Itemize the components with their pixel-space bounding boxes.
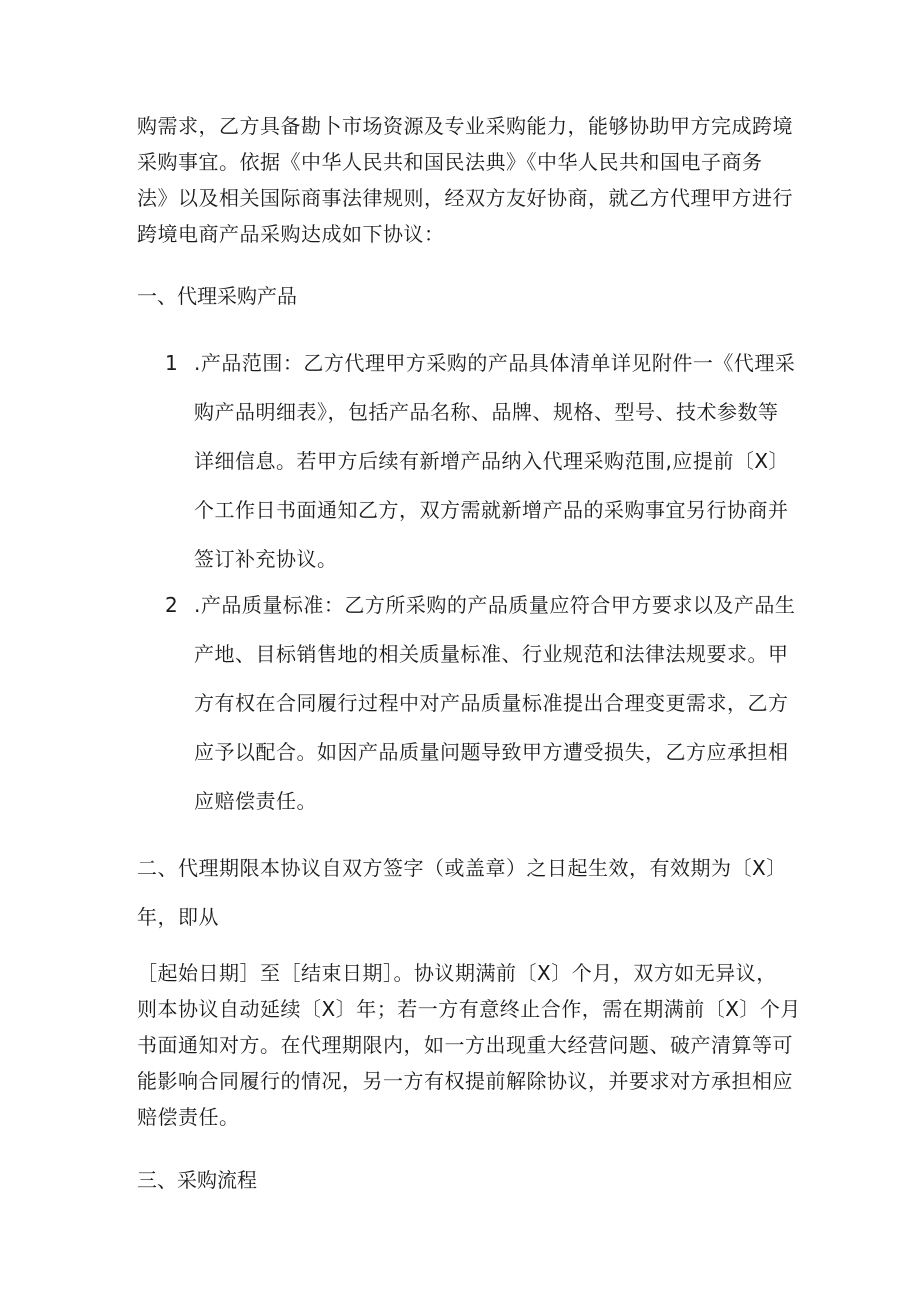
section-2-paragraph bbox=[137, 853, 787, 951]
text-line: 购产品明细表》，包括产品名称、品牌、规格、型号、技术参数等 bbox=[194, 400, 779, 424]
text-line: 应赔偿责任。 bbox=[194, 789, 317, 813]
list-item-body bbox=[194, 590, 794, 835]
text-line: 赔偿责任。 bbox=[137, 1105, 240, 1129]
text-line: 跨境电商产品采购达成如下协议： bbox=[137, 222, 445, 246]
text-line: 采购事宜。依据《中华人民共和国民法典》《中华人民共和国电子商务 bbox=[137, 150, 763, 174]
text-line: 法》以及相关国际商事法律规则，经双方友好协商，就乙方代理甲方进行 bbox=[137, 186, 793, 210]
text-line: 应予以配合。如因产品质量问题导致甲方遭受损失，乙方应承担相 bbox=[194, 740, 789, 764]
section-heading-1: 一、代理采购产品 bbox=[137, 284, 297, 308]
section-2-continuation bbox=[137, 958, 801, 1138]
list-item-body bbox=[194, 348, 794, 593]
text-line: 详细信息。若甲方后续有新增产品纳入代理采购范围,应提前〔X〕 bbox=[194, 449, 790, 473]
text-line: ［起始日期］至［结束日期］。协议期满前〔X〕个月，双方如无异议， bbox=[137, 961, 777, 985]
text-line: 方有权在合同履行过程中对产品质量标准提出合理变更需求，乙方 bbox=[194, 691, 789, 715]
text-line: 则本协议自动延续〔X〕年；若一方有意终止合作，需在期满前〔X〕个月 bbox=[137, 997, 801, 1021]
text-line: .产品范围：乙方代理甲方采购的产品具体清单详见附件一《代理采 bbox=[194, 351, 796, 375]
text-line: 二、代理期限本协议自双方签字（或盖章）之日起生效，有效期为〔X〕 bbox=[137, 856, 787, 880]
text-line: 年，即从 bbox=[137, 905, 219, 929]
text-line: 产地、目标销售地的相关质量标准、行业规范和法律法规要求。甲 bbox=[194, 642, 789, 666]
intro-paragraph bbox=[137, 108, 793, 252]
text-line: 购需求，乙方具备勘卜市场资源及专业采购能力，能够协助甲方完成跨境 bbox=[137, 114, 793, 138]
text-line: .产品质量标准：乙方所采购的产品质量应符合甲方要求以及产品生 bbox=[194, 593, 796, 617]
text-line: 书面通知对方。在代理期限内，如一方出现重大经营问题、破产清算等可 bbox=[137, 1033, 793, 1057]
section-heading-3: 三、采购流程 bbox=[137, 1168, 257, 1192]
list-item-number: 1 bbox=[165, 351, 178, 375]
text-line: 个工作日书面通知乙方，双方需就新增产品的采购事宜另行协商并 bbox=[194, 498, 789, 522]
text-line: 签订补充协议。 bbox=[194, 547, 338, 571]
text-line: 能影响合同履行的情况，另一方有权提前解除协议，并要求对方承担相应 bbox=[137, 1069, 793, 1093]
list-item-number: 2 bbox=[165, 593, 178, 617]
